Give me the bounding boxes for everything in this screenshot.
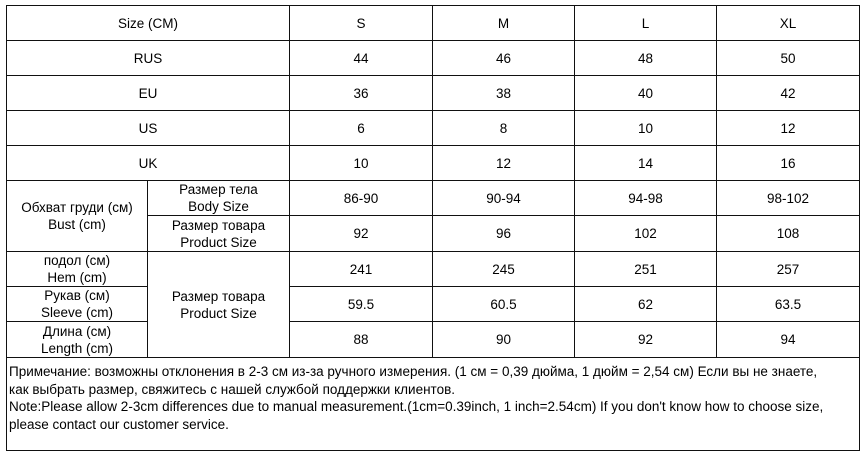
row-label: US bbox=[7, 111, 290, 146]
sleeve-label bbox=[7, 287, 148, 322]
bust-label-ru: Обхват груди (см) bbox=[21, 200, 133, 215]
table-cell: 6 bbox=[290, 111, 433, 146]
note-en-line2: please contact our customer service. bbox=[9, 416, 229, 432]
note-en-line1: Note:Please allow 2-3cm differences due to manual measurement.(1cm=0.39inch, 1 inch=2.54cm) If you don't know how to choose size, bbox=[9, 399, 824, 414]
header-row bbox=[7, 6, 860, 41]
sleeve-label-ru: Рукав (см) bbox=[44, 288, 110, 303]
size-header-l: L bbox=[575, 6, 717, 41]
row-label: EU bbox=[7, 76, 290, 111]
garment-product-size-label-en: Product Size bbox=[180, 305, 257, 321]
table-cell: 14 bbox=[575, 146, 717, 181]
measurement-note bbox=[7, 358, 860, 451]
table-cell: 88 bbox=[290, 322, 433, 358]
table-cell: 96 bbox=[433, 216, 575, 252]
table-cell: 94-98 bbox=[575, 181, 717, 216]
table-cell: 102 bbox=[575, 216, 717, 252]
note-ru-line1: Примечание: возможны отклонения в 2-3 см из-за ручного измерения. (1 см = 0,39 дюйма, 1 дюйм = 2,54 см) Если вы не знаете, bbox=[9, 364, 818, 379]
sleeve-label-en: Sleeve (cm) bbox=[40, 305, 113, 320]
table-cell: 245 bbox=[433, 252, 575, 287]
table-cell: 12 bbox=[433, 146, 575, 181]
length-label-ru: Длина (см) bbox=[42, 323, 112, 339]
table-cell: 257 bbox=[717, 252, 860, 287]
table-cell: 48 bbox=[575, 41, 717, 76]
table-cell: 63.5 bbox=[717, 287, 860, 322]
row-label: UK bbox=[7, 146, 290, 181]
body-size-label-en: Body Size bbox=[188, 199, 249, 214]
table-cell: 10 bbox=[290, 146, 433, 181]
table-cell: 90 bbox=[433, 322, 575, 358]
table-cell: 16 bbox=[717, 146, 860, 181]
hem-label-ru: подол (см) bbox=[43, 253, 111, 268]
row-label: RUS bbox=[7, 41, 290, 76]
table-cell: 8 bbox=[433, 111, 575, 146]
size-header-xl: XL bbox=[717, 6, 860, 41]
table-cell: 59.5 bbox=[290, 287, 433, 322]
table-cell: 10 bbox=[575, 111, 717, 146]
note-row bbox=[7, 358, 860, 451]
table-cell: 60.5 bbox=[433, 287, 575, 322]
table-cell: 42 bbox=[717, 76, 860, 111]
product-size-label-en: Product Size bbox=[180, 234, 257, 250]
length-label-en: Length (cm) bbox=[40, 340, 114, 356]
table-row-sleeve bbox=[7, 287, 860, 322]
size-header-m: M bbox=[433, 6, 575, 41]
table-cell: 98-102 bbox=[717, 181, 860, 216]
table-cell: 12 bbox=[717, 111, 860, 146]
bust-label-en: Bust (cm) bbox=[48, 217, 106, 232]
bust-label bbox=[7, 181, 148, 252]
note-ru-line2: как выбрать размер, свяжитесь с нашей службой поддержки клиентов. bbox=[9, 381, 456, 397]
table-cell: 44 bbox=[290, 41, 433, 76]
table-cell: 241 bbox=[290, 252, 433, 287]
table-cell: 46 bbox=[433, 41, 575, 76]
product-size-label bbox=[148, 216, 290, 252]
table-row-eu bbox=[7, 76, 860, 111]
hem-label bbox=[7, 252, 148, 287]
table-cell: 92 bbox=[290, 216, 433, 252]
table-cell: 38 bbox=[433, 76, 575, 111]
table-cell: 86-90 bbox=[290, 181, 433, 216]
body-size-label bbox=[148, 181, 290, 216]
table-row-us bbox=[7, 111, 860, 146]
table-cell: 94 bbox=[717, 322, 860, 358]
size-header-label: Size (CM) bbox=[7, 6, 290, 41]
garment-product-size-label-ru: Размер товара bbox=[171, 288, 266, 304]
table-cell: 62 bbox=[575, 287, 717, 322]
table-cell: 90-94 bbox=[433, 181, 575, 216]
table-row-bust-body bbox=[7, 181, 860, 216]
table-cell: 92 bbox=[575, 322, 717, 358]
table-row-length bbox=[7, 322, 860, 358]
garment-product-size-label bbox=[148, 252, 290, 358]
size-header-s: S bbox=[290, 6, 433, 41]
product-size-label-ru: Размер товара bbox=[171, 217, 266, 233]
table-row-uk bbox=[7, 146, 860, 181]
table-cell: 108 bbox=[717, 216, 860, 252]
table-cell: 251 bbox=[575, 252, 717, 287]
table-row-rus bbox=[7, 41, 860, 76]
hem-label-en: Hem (cm) bbox=[47, 270, 107, 285]
size-chart-table bbox=[6, 5, 860, 451]
length-label bbox=[7, 322, 148, 358]
table-cell: 36 bbox=[290, 76, 433, 111]
table-row-hem bbox=[7, 252, 860, 287]
table-cell: 40 bbox=[575, 76, 717, 111]
body-size-label-ru: Размер тела bbox=[179, 182, 258, 197]
table-cell: 50 bbox=[717, 41, 860, 76]
